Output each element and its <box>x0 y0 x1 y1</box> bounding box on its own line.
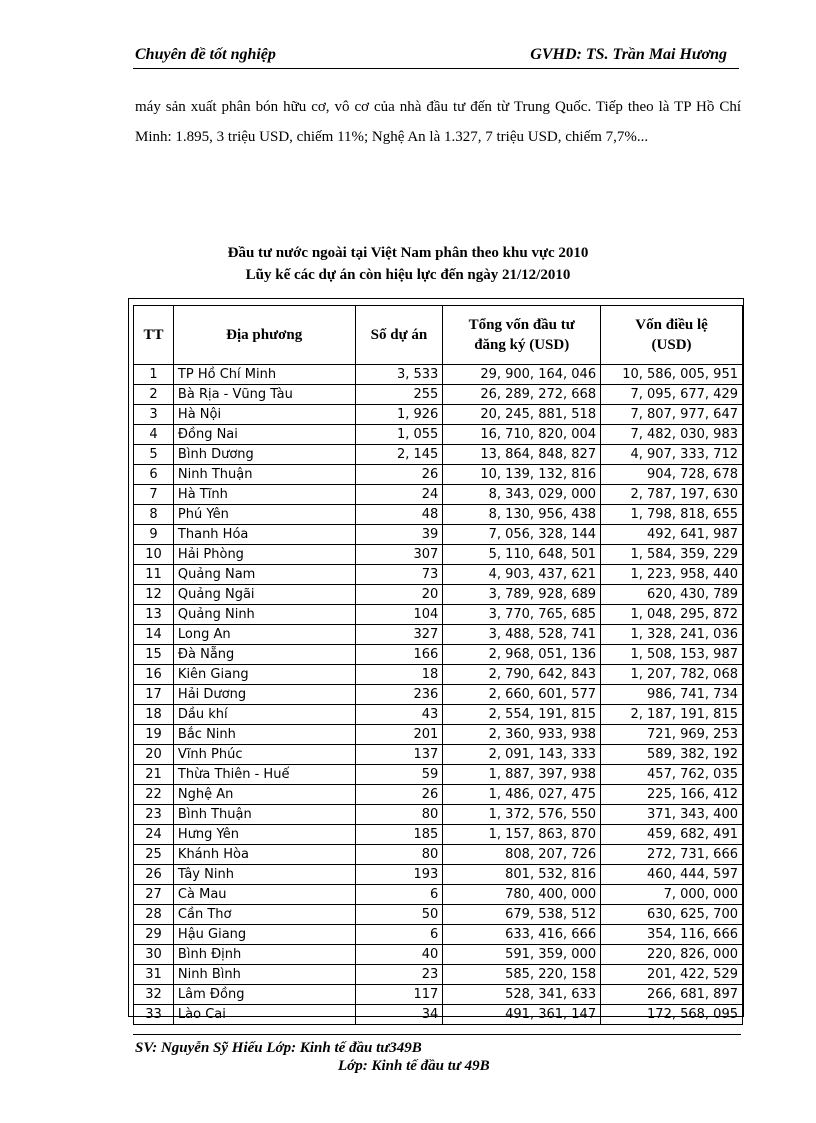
cell-total-capital: 8, 130, 956, 438 <box>443 505 601 525</box>
cell-location: Nghệ An <box>173 785 355 805</box>
cell-projects: 6 <box>355 885 443 905</box>
cell-total-capital: 26, 289, 272, 668 <box>443 385 601 405</box>
cell-location: Bình Dương <box>173 445 355 465</box>
cell-location: Kiên Giang <box>173 665 355 685</box>
cell-charter-capital: 1, 798, 818, 655 <box>601 505 743 525</box>
cell-projects: 307 <box>355 545 443 565</box>
table-row <box>134 1005 743 1025</box>
cell-tt: 6 <box>134 465 174 485</box>
cell-projects: 1, 926 <box>355 405 443 425</box>
table-row <box>134 665 743 685</box>
cell-charter-capital: 721, 969, 253 <box>601 725 743 745</box>
cell-charter-capital: 7, 000, 000 <box>601 885 743 905</box>
cell-tt: 5 <box>134 445 174 465</box>
cell-charter-capital: 620, 430, 789 <box>601 585 743 605</box>
cell-total-capital: 1, 486, 027, 475 <box>443 785 601 805</box>
cell-total-capital: 591, 359, 000 <box>443 945 601 965</box>
footer-class: Lớp: Kinh tế đầu tư 49B <box>338 1058 490 1074</box>
cell-tt: 13 <box>134 605 174 625</box>
table-row <box>134 945 743 965</box>
cell-total-capital: 20, 245, 881, 518 <box>443 405 601 425</box>
cell-charter-capital: 7, 095, 677, 429 <box>601 385 743 405</box>
table-row <box>134 425 743 445</box>
cell-location: Hải Dương <box>173 685 355 705</box>
table-row <box>134 825 743 845</box>
table-row <box>134 965 743 985</box>
cell-charter-capital: 2, 187, 191, 815 <box>601 705 743 725</box>
table-row <box>134 865 743 885</box>
cell-projects: 48 <box>355 505 443 525</box>
cell-charter-capital: 904, 728, 678 <box>601 465 743 485</box>
header-total-line2: đăng ký (USD) <box>474 337 570 353</box>
cell-tt: 10 <box>134 545 174 565</box>
cell-total-capital: 8, 343, 029, 000 <box>443 485 601 505</box>
cell-charter-capital: 986, 741, 734 <box>601 685 743 705</box>
cell-charter-capital: 7, 807, 977, 647 <box>601 405 743 425</box>
cell-location: Cà Mau <box>173 885 355 905</box>
cell-charter-capital: 10, 586, 005, 951 <box>601 365 743 385</box>
cell-projects: 34 <box>355 1005 443 1025</box>
table-row <box>134 745 743 765</box>
cell-tt: 26 <box>134 865 174 885</box>
cell-location: Đồng Nai <box>173 425 355 445</box>
table-row <box>134 365 743 385</box>
table-row <box>134 525 743 545</box>
table-row <box>134 445 743 465</box>
table-row <box>134 585 743 605</box>
header-charter-line1: Vốn điều lệ <box>635 317 708 333</box>
cell-total-capital: 491, 361, 147 <box>443 1005 601 1025</box>
cell-projects: 80 <box>355 805 443 825</box>
cell-total-capital: 3, 488, 528, 741 <box>443 625 601 645</box>
cell-total-capital: 808, 207, 726 <box>443 845 601 865</box>
cell-projects: 24 <box>355 485 443 505</box>
cell-projects: 23 <box>355 965 443 985</box>
table-row <box>134 725 743 745</box>
cell-total-capital: 801, 532, 816 <box>443 865 601 885</box>
table-row <box>134 505 743 525</box>
cell-projects: 59 <box>355 765 443 785</box>
table-row <box>134 645 743 665</box>
cell-projects: 2, 145 <box>355 445 443 465</box>
cell-location: TP Hồ Chí Minh <box>173 365 355 385</box>
cell-location: Quảng Ngãi <box>173 585 355 605</box>
table-row <box>134 885 743 905</box>
cell-total-capital: 3, 770, 765, 685 <box>443 605 601 625</box>
cell-charter-capital: 589, 382, 192 <box>601 745 743 765</box>
cell-charter-capital: 630, 625, 700 <box>601 905 743 925</box>
header-charter-line2: (USD) <box>651 337 692 353</box>
table-row <box>134 805 743 825</box>
cell-total-capital: 2, 790, 642, 843 <box>443 665 601 685</box>
table-row <box>134 465 743 485</box>
cell-projects: 18 <box>355 665 443 685</box>
cell-location: Cần Thơ <box>173 905 355 925</box>
cell-tt: 11 <box>134 565 174 585</box>
cell-total-capital: 2, 360, 933, 938 <box>443 725 601 745</box>
table-row <box>134 785 743 805</box>
cell-location: Phú Yên <box>173 505 355 525</box>
cell-total-capital: 10, 139, 132, 816 <box>443 465 601 485</box>
cell-total-capital: 780, 400, 000 <box>443 885 601 905</box>
cell-projects: 166 <box>355 645 443 665</box>
cell-total-capital: 7, 056, 328, 144 <box>443 525 601 545</box>
cell-projects: 255 <box>355 385 443 405</box>
cell-charter-capital: 225, 166, 412 <box>601 785 743 805</box>
cell-tt: 27 <box>134 885 174 905</box>
cell-tt: 21 <box>134 765 174 785</box>
cell-total-capital: 633, 416, 666 <box>443 925 601 945</box>
cell-location: Tây Ninh <box>173 865 355 885</box>
header-total-line1: Tổng vốn đầu tư <box>468 317 575 333</box>
cell-tt: 29 <box>134 925 174 945</box>
cell-location: Vĩnh Phúc <box>173 745 355 765</box>
cell-location: Hà Nội <box>173 405 355 425</box>
cell-tt: 15 <box>134 645 174 665</box>
cell-charter-capital: 459, 682, 491 <box>601 825 743 845</box>
cell-location: Ninh Bình <box>173 965 355 985</box>
fdi-table <box>133 305 743 1025</box>
cell-total-capital: 2, 554, 191, 815 <box>443 705 601 725</box>
cell-charter-capital: 492, 641, 987 <box>601 525 743 545</box>
table-row <box>134 605 743 625</box>
cell-tt: 14 <box>134 625 174 645</box>
cell-tt: 7 <box>134 485 174 505</box>
header-title: Chuyên đề tốt nghiệp <box>135 46 276 63</box>
cell-charter-capital: 266, 681, 897 <box>601 985 743 1005</box>
cell-location: Quảng Ninh <box>173 605 355 625</box>
table-frame <box>128 298 744 1022</box>
cell-tt: 4 <box>134 425 174 445</box>
cell-projects: 137 <box>355 745 443 765</box>
table-subtitle: Lũy kế các dự án còn hiệu lực đến ngày 21/12/2010 <box>245 267 571 283</box>
cell-projects: 40 <box>355 945 443 965</box>
cell-charter-capital: 1, 048, 295, 872 <box>601 605 743 625</box>
table-row <box>134 705 743 725</box>
cell-tt: 1 <box>134 365 174 385</box>
cell-tt: 17 <box>134 685 174 705</box>
cell-location: Lâm Đồng <box>173 985 355 1005</box>
cell-projects: 201 <box>355 725 443 745</box>
cell-total-capital: 585, 220, 158 <box>443 965 601 985</box>
cell-location: Long An <box>173 625 355 645</box>
cell-total-capital: 1, 887, 397, 938 <box>443 765 601 785</box>
table-row <box>134 385 743 405</box>
cell-projects: 39 <box>355 525 443 545</box>
cell-charter-capital: 457, 762, 035 <box>601 765 743 785</box>
cell-charter-capital: 201, 422, 529 <box>601 965 743 985</box>
header-location: Địa phương <box>173 306 355 365</box>
cell-tt: 28 <box>134 905 174 925</box>
cell-total-capital: 13, 864, 848, 827 <box>443 445 601 465</box>
cell-projects: 193 <box>355 865 443 885</box>
cell-location: Quảng Nam <box>173 565 355 585</box>
footer-divider <box>133 1034 741 1035</box>
cell-tt: 20 <box>134 745 174 765</box>
cell-location: Bình Thuận <box>173 805 355 825</box>
page-header <box>133 40 739 69</box>
table-row <box>134 925 743 945</box>
cell-total-capital: 4, 903, 437, 621 <box>443 565 601 585</box>
cell-location: Khánh Hòa <box>173 845 355 865</box>
cell-tt: 18 <box>134 705 174 725</box>
cell-location: Bình Định <box>173 945 355 965</box>
cell-tt: 22 <box>134 785 174 805</box>
cell-location: Bà Rịa - Vũng Tàu <box>173 385 355 405</box>
header-tt: TT <box>134 306 174 365</box>
cell-location: Thừa Thiên - Huế <box>173 765 355 785</box>
table-title: Đầu tư nước ngoài tại Việt Nam phân theo khu vực 2010 <box>227 245 589 261</box>
header-supervisor: GVHD: TS. Trần Mai Hương <box>530 46 727 63</box>
cell-charter-capital: 1, 584, 359, 229 <box>601 545 743 565</box>
table-row <box>134 565 743 585</box>
cell-tt: 25 <box>134 845 174 865</box>
cell-tt: 19 <box>134 725 174 745</box>
cell-tt: 2 <box>134 385 174 405</box>
cell-projects: 117 <box>355 985 443 1005</box>
cell-charter-capital: 1, 508, 153, 987 <box>601 645 743 665</box>
body-paragraph: máy sản xuất phân bón hữu cơ, vô cơ của nhà đầu tư đến từ Trung Quốc. Tiếp theo là TP Hồ Chí Minh: 1.895, 3 triệu USD, chiếm 11%; Nghệ An là 1.327, 7 triệu USD, chiếm 7,7%... <box>135 99 741 145</box>
table-row <box>134 405 743 425</box>
table-row <box>134 905 743 925</box>
cell-location: Ninh Thuận <box>173 465 355 485</box>
cell-charter-capital: 2, 787, 197, 630 <box>601 485 743 505</box>
cell-tt: 23 <box>134 805 174 825</box>
cell-tt: 33 <box>134 1005 174 1025</box>
cell-location: Hậu Giang <box>173 925 355 945</box>
cell-projects: 3, 533 <box>355 365 443 385</box>
cell-projects: 43 <box>355 705 443 725</box>
cell-charter-capital: 1, 207, 782, 068 <box>601 665 743 685</box>
table-row <box>134 625 743 645</box>
cell-projects: 20 <box>355 585 443 605</box>
table-row <box>134 765 743 785</box>
cell-projects: 185 <box>355 825 443 845</box>
cell-tt: 24 <box>134 825 174 845</box>
cell-projects: 50 <box>355 905 443 925</box>
cell-total-capital: 5, 110, 648, 501 <box>443 545 601 565</box>
table-row <box>134 485 743 505</box>
cell-location: Lào Cai <box>173 1005 355 1025</box>
table-row <box>134 985 743 1005</box>
cell-charter-capital: 272, 731, 666 <box>601 845 743 865</box>
cell-tt: 31 <box>134 965 174 985</box>
cell-projects: 1, 055 <box>355 425 443 445</box>
cell-location: Hà Tĩnh <box>173 485 355 505</box>
cell-total-capital: 1, 372, 576, 550 <box>443 805 601 825</box>
cell-total-capital: 2, 660, 601, 577 <box>443 685 601 705</box>
cell-charter-capital: 354, 116, 666 <box>601 925 743 945</box>
cell-location: Đà Nẵng <box>173 645 355 665</box>
cell-tt: 32 <box>134 985 174 1005</box>
cell-projects: 6 <box>355 925 443 945</box>
cell-charter-capital: 4, 907, 333, 712 <box>601 445 743 465</box>
cell-location: Dầu khí <box>173 705 355 725</box>
table-row <box>134 545 743 565</box>
cell-total-capital: 679, 538, 512 <box>443 905 601 925</box>
cell-total-capital: 1, 157, 863, 870 <box>443 825 601 845</box>
table-row <box>134 685 743 705</box>
table-body <box>134 365 743 1025</box>
footer-student: SV: Nguyễn Sỹ Hiếu Lớp: Kinh tế đầu tư349B <box>135 1040 422 1056</box>
cell-projects: 26 <box>355 785 443 805</box>
cell-charter-capital: 1, 223, 958, 440 <box>601 565 743 585</box>
cell-total-capital: 3, 789, 928, 689 <box>443 585 601 605</box>
cell-location: Thanh Hóa <box>173 525 355 545</box>
cell-charter-capital: 172, 568, 095 <box>601 1005 743 1025</box>
cell-total-capital: 16, 710, 820, 004 <box>443 425 601 445</box>
cell-charter-capital: 371, 343, 400 <box>601 805 743 825</box>
cell-charter-capital: 1, 328, 241, 036 <box>601 625 743 645</box>
cell-tt: 30 <box>134 945 174 965</box>
cell-projects: 236 <box>355 685 443 705</box>
header-projects: Số dự án <box>355 306 443 365</box>
cell-location: Hải Phòng <box>173 545 355 565</box>
table-row <box>134 845 743 865</box>
cell-charter-capital: 460, 444, 597 <box>601 865 743 885</box>
cell-charter-capital: 7, 482, 030, 983 <box>601 425 743 445</box>
table-header-row <box>134 306 743 365</box>
cell-location: Hưng Yên <box>173 825 355 845</box>
cell-tt: 16 <box>134 665 174 685</box>
cell-total-capital: 528, 341, 633 <box>443 985 601 1005</box>
cell-projects: 104 <box>355 605 443 625</box>
cell-tt: 9 <box>134 525 174 545</box>
cell-tt: 12 <box>134 585 174 605</box>
header-charter-capital <box>601 306 743 365</box>
cell-total-capital: 29, 900, 164, 046 <box>443 365 601 385</box>
cell-projects: 26 <box>355 465 443 485</box>
cell-tt: 3 <box>134 405 174 425</box>
cell-charter-capital: 220, 826, 000 <box>601 945 743 965</box>
cell-projects: 327 <box>355 625 443 645</box>
cell-projects: 73 <box>355 565 443 585</box>
cell-total-capital: 2, 968, 051, 136 <box>443 645 601 665</box>
cell-location: Bắc Ninh <box>173 725 355 745</box>
cell-projects: 80 <box>355 845 443 865</box>
header-total-capital <box>443 306 601 365</box>
cell-total-capital: 2, 091, 143, 333 <box>443 745 601 765</box>
cell-tt: 8 <box>134 505 174 525</box>
